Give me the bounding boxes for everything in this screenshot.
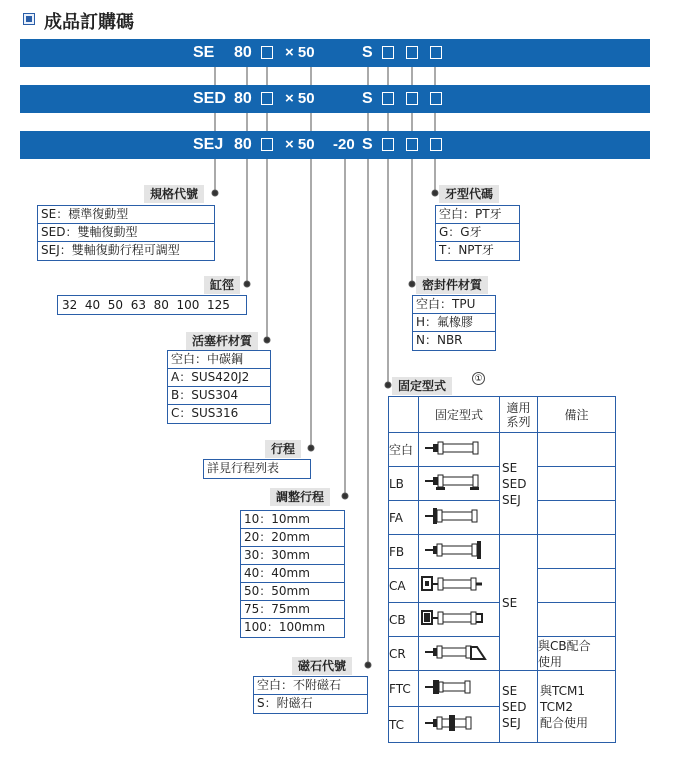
single-clevis-cylinder-icon	[419, 573, 499, 595]
remarks-cell	[538, 535, 616, 569]
code-s: S	[362, 90, 373, 107]
code-bore: 80	[234, 44, 252, 61]
mount-row	[389, 671, 616, 707]
mount-row	[389, 535, 616, 569]
mount-table	[388, 396, 616, 743]
seal-option: 空白：TPU	[413, 296, 495, 314]
mount-code: 空白	[389, 433, 419, 467]
adjust-stroke-option: 50：50mm	[241, 583, 344, 601]
page-title: 成品訂購碼	[44, 12, 134, 33]
stroke-label: 行程	[265, 440, 301, 458]
center-trunnion-cylinder-icon	[419, 712, 499, 734]
magnet-option: S：附磁石	[257, 696, 313, 710]
rod-material-label: 活塞杆材質	[186, 332, 258, 350]
remarks-cell	[538, 501, 616, 535]
code-prefix: SE	[193, 44, 215, 61]
mount-icon-cell	[419, 707, 500, 743]
code-adjust: -20	[333, 136, 355, 153]
mount-type-header: 固定型式	[419, 397, 500, 433]
series-code-option: SED：雙軸復動型	[38, 224, 214, 242]
adjust-stroke-option: 40：40mm	[241, 565, 344, 583]
note-mark: ①	[472, 372, 485, 385]
thread-option: G：G牙	[436, 224, 519, 242]
series-code-option: SE：標準復動型	[38, 206, 214, 224]
series-group: SE SED SEJ	[500, 671, 538, 743]
seal-label: 密封件材質	[416, 276, 488, 294]
remarks-cell	[538, 433, 616, 467]
code-stroke: × 50	[285, 44, 315, 61]
series-header: 適用 系列	[500, 397, 538, 433]
remarks-cell	[538, 603, 616, 637]
front-flange-cylinder-icon	[419, 505, 499, 527]
rod-material-option: A：SUS420J2	[168, 369, 270, 387]
remarks-cell	[538, 569, 616, 603]
adjust-stroke-option: 20：20mm	[241, 529, 344, 547]
mount-icon-cell	[419, 535, 500, 569]
mount-icon-cell	[419, 569, 500, 603]
bore-values: 32 40 50 63 80 100 125	[62, 298, 230, 312]
remarks-cell	[538, 467, 616, 501]
adjust-stroke-option: 75：75mm	[241, 601, 344, 619]
series-code-label: 規格代號	[144, 185, 204, 203]
adjust-stroke-option: 30：30mm	[241, 547, 344, 565]
bore-label: 缸徑	[204, 276, 240, 294]
series-group: SE SED SEJ	[500, 433, 538, 535]
stroke-box	[203, 459, 311, 479]
mount-code: LB	[389, 467, 419, 501]
mount-icon-cell	[419, 637, 500, 671]
remarks-header: 備注	[538, 397, 616, 433]
rod-material-box	[167, 350, 271, 424]
code-s: S	[362, 44, 373, 61]
stroke-option: 詳見行程列表	[207, 461, 280, 475]
remarks-cell: 與TCM1 TCM2 配合使用	[538, 671, 616, 743]
mount-code: CA	[389, 569, 419, 603]
mount-icon-cell	[419, 433, 500, 467]
thread-option: T：NPT牙	[439, 243, 494, 257]
mount-code: TC	[389, 707, 419, 743]
adjust-stroke-option: 100：100mm	[244, 620, 326, 634]
mount-row	[389, 433, 616, 467]
basic-cylinder-icon	[419, 438, 499, 458]
code-s: S	[362, 136, 373, 153]
series-code-option: SEJ：雙軸復動行程可調型	[41, 243, 180, 257]
code-prefix: SEJ	[193, 136, 224, 153]
mount-code: FTC	[389, 671, 419, 707]
thread-box	[435, 205, 520, 261]
code-prefix: SED	[193, 90, 226, 107]
rear-clevis-bracket-cylinder-icon	[419, 641, 499, 663]
thread-label: 牙型代碼	[439, 185, 499, 203]
mount-icon-cell	[419, 467, 500, 501]
magnet-option: 空白：不附磁石	[254, 677, 367, 695]
rod-material-option: B：SUS304	[168, 387, 270, 405]
blank-header-cell	[389, 397, 419, 433]
series-group: SE	[500, 535, 538, 671]
cr-remark: 與CB配合 使用	[538, 639, 591, 669]
mount-code: FB	[389, 535, 419, 569]
series-code-box	[37, 205, 215, 261]
double-clevis-cylinder-icon	[419, 607, 499, 629]
magnet-box	[253, 676, 368, 714]
code-stroke: × 50	[285, 90, 315, 107]
rod-material-option: 空白：中碳鋼	[168, 351, 270, 369]
mount-code: CB	[389, 603, 419, 637]
adjust-stroke-option: 10：10mm	[241, 511, 344, 529]
rear-flange-cylinder-icon	[419, 539, 499, 561]
code-bore: 80	[234, 136, 252, 153]
mount-code: FA	[389, 501, 419, 535]
thread-option: 空白：PT牙	[436, 206, 519, 224]
code-stroke: × 50	[285, 136, 315, 153]
mount-table-header	[389, 397, 616, 433]
seal-box	[412, 295, 496, 351]
mount-label: 固定型式	[392, 377, 452, 395]
foot-mount-cylinder-icon	[419, 472, 499, 492]
seal-option: H：氟橡膠	[413, 314, 495, 332]
mount-icon-cell	[419, 501, 500, 535]
mount-icon-cell	[419, 603, 500, 637]
bore-box	[57, 295, 247, 315]
seal-option: N：NBR	[416, 333, 463, 347]
adjust-stroke-label: 調整行程	[270, 488, 330, 506]
code-bore: 80	[234, 90, 252, 107]
front-trunnion-cylinder-icon	[419, 676, 499, 698]
mount-code: CR	[389, 637, 419, 671]
adjust-stroke-box	[240, 510, 345, 638]
magnet-label: 磁石代號	[292, 657, 352, 675]
rod-material-option: C：SUS316	[171, 406, 239, 420]
mount-icon-cell	[419, 671, 500, 707]
